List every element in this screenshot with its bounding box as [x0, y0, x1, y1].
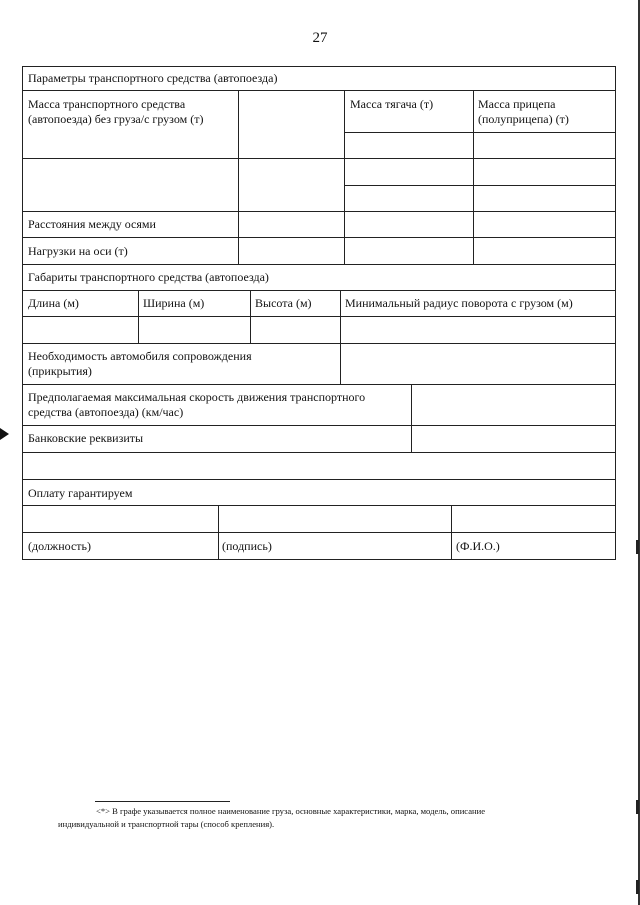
footnote-line: индивидуальной и транспортной тары (способ крепления). — [58, 819, 275, 829]
footnote-separator — [95, 801, 230, 802]
footnote-line: <*> В графе указывается полное наименование груза, основные характеристики, марка, модель, описание — [96, 806, 486, 816]
axle-load-field[interactable] — [239, 238, 343, 263]
vehicle-mass-label-cont: (автопоезда) без груза/с грузом (т) — [28, 112, 204, 126]
width-field[interactable] — [139, 317, 249, 342]
position-field[interactable] — [23, 506, 217, 531]
position-label: (должность) — [28, 539, 91, 553]
vehicle-mass-field[interactable] — [239, 91, 343, 157]
row-line — [22, 158, 616, 159]
params-header: Параметры транспортного средства (автопоезда) — [28, 71, 278, 85]
turn-radius-field[interactable] — [341, 317, 614, 342]
trailer-mass-label-cont: (полуприцепа) (т) — [478, 112, 569, 126]
row-line — [22, 532, 616, 533]
max-speed-label-cont: средства (автопоезда) (км/час) — [28, 405, 184, 419]
escort-label: Необходимость автомобиля сопровождения — [28, 349, 252, 363]
tractor-mass-label: Масса тягача (т) — [350, 97, 434, 111]
escort-field[interactable] — [341, 344, 614, 383]
bank-details-field[interactable] — [412, 426, 614, 451]
row-line — [22, 264, 616, 265]
bank-details-label: Банковские реквизиты — [28, 431, 144, 445]
vehicle-mass-label: Масса транспортного средства — [28, 97, 186, 111]
trailer-mass-label: Масса прицепа — [478, 97, 556, 111]
row-line — [344, 185, 616, 186]
dimensions-header: Габариты транспортного средства (автопоезда) — [28, 270, 269, 284]
footnote — [58, 805, 606, 831]
column-line — [473, 90, 474, 264]
full-name-field[interactable] — [452, 506, 614, 531]
max-speed-label: Предполагаемая максимальная скорость движения транспортного — [28, 390, 366, 404]
axle-distance-field[interactable] — [239, 212, 343, 236]
row-line — [22, 290, 616, 291]
escort-label-cont: (прикрытия) — [28, 364, 92, 378]
form-border-left — [22, 66, 23, 560]
column-line — [344, 90, 345, 264]
full-name-label: (Ф.И.О.) — [456, 539, 500, 553]
height-field[interactable] — [251, 317, 339, 342]
trailer-mass-field[interactable] — [474, 133, 614, 157]
signature-label: (подпись) — [222, 539, 272, 553]
signature-field[interactable] — [219, 506, 450, 531]
width-label: Ширина (м) — [143, 296, 205, 310]
height-label: Высота (м) — [255, 296, 312, 310]
max-speed-field[interactable] — [412, 385, 614, 424]
length-field[interactable] — [23, 317, 137, 342]
axle-load-label: Нагрузки на оси (т) — [28, 244, 128, 258]
row-line — [22, 479, 616, 480]
bank-details-extra-field[interactable] — [23, 453, 614, 478]
page-number: 27 — [312, 30, 328, 46]
length-label: Длина (м) — [28, 296, 79, 310]
form-border-right — [615, 66, 616, 560]
payment-guarantee-label: Оплату гарантируем — [28, 486, 133, 500]
row-line — [22, 559, 616, 560]
row-line — [22, 66, 616, 67]
turn-radius-label: Минимальный радиус поворота с грузом (м) — [345, 296, 573, 310]
axle-distance-label: Расстояния между осями — [28, 217, 156, 231]
tractor-mass-field[interactable] — [345, 133, 472, 157]
